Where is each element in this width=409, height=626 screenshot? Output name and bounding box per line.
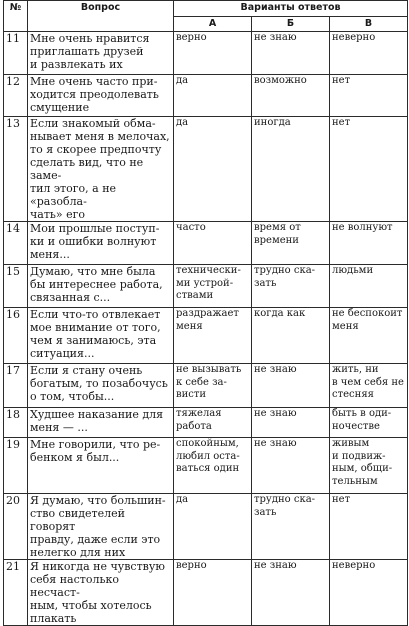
answer-c: неверно	[330, 32, 408, 75]
row-number: 12	[4, 75, 28, 117]
table-row	[4, 265, 408, 308]
answer-c: не беспокоит меня	[330, 308, 408, 364]
header-number: №	[4, 1, 28, 32]
answer-c: живым и подвиж- ным, общи- тельным	[330, 438, 408, 494]
table-row	[4, 494, 408, 560]
row-number: 18	[4, 408, 28, 438]
question-text: Мне говорили, что ре- бенком я был...	[28, 438, 174, 494]
table-row	[4, 32, 408, 75]
answer-a: да	[174, 75, 252, 117]
table-row	[4, 75, 408, 117]
header-answer-variants: Варианты ответов	[174, 1, 408, 17]
answer-c: неверно	[330, 560, 408, 626]
answer-a: верно	[174, 560, 252, 626]
table-row	[4, 117, 408, 222]
question-text: Мои прошлые поступ- ки и ошибки волнуют меня...	[28, 222, 174, 265]
answer-a: не вызывать к себе за- висти	[174, 364, 252, 408]
row-number: 16	[4, 308, 28, 364]
answer-a: раздражает меня	[174, 308, 252, 364]
answer-b: трудно ска- зать	[252, 265, 330, 308]
table-row	[4, 222, 408, 265]
answer-a: да	[174, 494, 252, 560]
row-number: 21	[4, 560, 28, 626]
answer-b: не знаю	[252, 438, 330, 494]
header-variant-c: В	[330, 17, 408, 32]
row-number: 11	[4, 32, 28, 75]
answer-a: технически- ми устрой- ствами	[174, 265, 252, 308]
answer-c: людьми	[330, 265, 408, 308]
question-text: Мне очень нравится приглашать друзей и развлекать их	[28, 32, 174, 75]
answer-b: не знаю	[252, 408, 330, 438]
answer-b: не знаю	[252, 560, 330, 626]
answer-a: верно	[174, 32, 252, 75]
table-row	[4, 408, 408, 438]
row-number: 14	[4, 222, 28, 265]
table-row	[4, 308, 408, 364]
header-question: Вопрос	[28, 1, 174, 32]
header-variant-a: А	[174, 17, 252, 32]
questionnaire-table	[3, 0, 408, 626]
question-text: Худшее наказание для меня — ...	[28, 408, 174, 438]
answer-b: не знаю	[252, 32, 330, 75]
answer-c: быть в оди- ночестве	[330, 408, 408, 438]
answer-b: возможно	[252, 75, 330, 117]
row-number: 19	[4, 438, 28, 494]
answer-c: нет	[330, 117, 408, 222]
answer-a: спокойным, любил оста- ваться один	[174, 438, 252, 494]
question-text: Думаю, что мне была бы интереснее работа, связанная с...	[28, 265, 174, 308]
answer-a: тяжелая работа	[174, 408, 252, 438]
answer-b: время от времени	[252, 222, 330, 265]
row-number: 15	[4, 265, 28, 308]
answer-b: когда как	[252, 308, 330, 364]
table-row	[4, 438, 408, 494]
answer-a: часто	[174, 222, 252, 265]
answer-c: нет	[330, 494, 408, 560]
header-variant-b: Б	[252, 17, 330, 32]
answer-c: не волнуют	[330, 222, 408, 265]
row-number: 17	[4, 364, 28, 408]
answer-b: не знаю	[252, 364, 330, 408]
question-text: Я думаю, что большин- ство свидетелей говорят правду, даже если это нелегко для них	[28, 494, 174, 560]
question-text: Если знакомый обма- нывает меня в мелочах, то я скорее предпочту сделать вид, что не заме- тил этого, а не «разобла- чать» его	[28, 117, 174, 222]
answer-c: жить, ни в чем себя не стесняя	[330, 364, 408, 408]
answer-b: иногда	[252, 117, 330, 222]
answer-b: трудно ска- зать	[252, 494, 330, 560]
row-number: 20	[4, 494, 28, 560]
table-row	[4, 560, 408, 626]
table-row	[4, 364, 408, 408]
row-number: 13	[4, 117, 28, 222]
question-text: Мне очень часто при- ходится преодолевать смущение	[28, 75, 174, 117]
question-text: Если что-то отвлекает мое внимание от того, чем я занимаюсь, эта ситуация...	[28, 308, 174, 364]
answer-a: да	[174, 117, 252, 222]
question-text: Я никогда не чувствую себя настолько несчаст- ным, чтобы хотелось плакать	[28, 560, 174, 626]
question-text: Если я стану очень богатым, то позабочусь о том, чтобы...	[28, 364, 174, 408]
answer-c: нет	[330, 75, 408, 117]
